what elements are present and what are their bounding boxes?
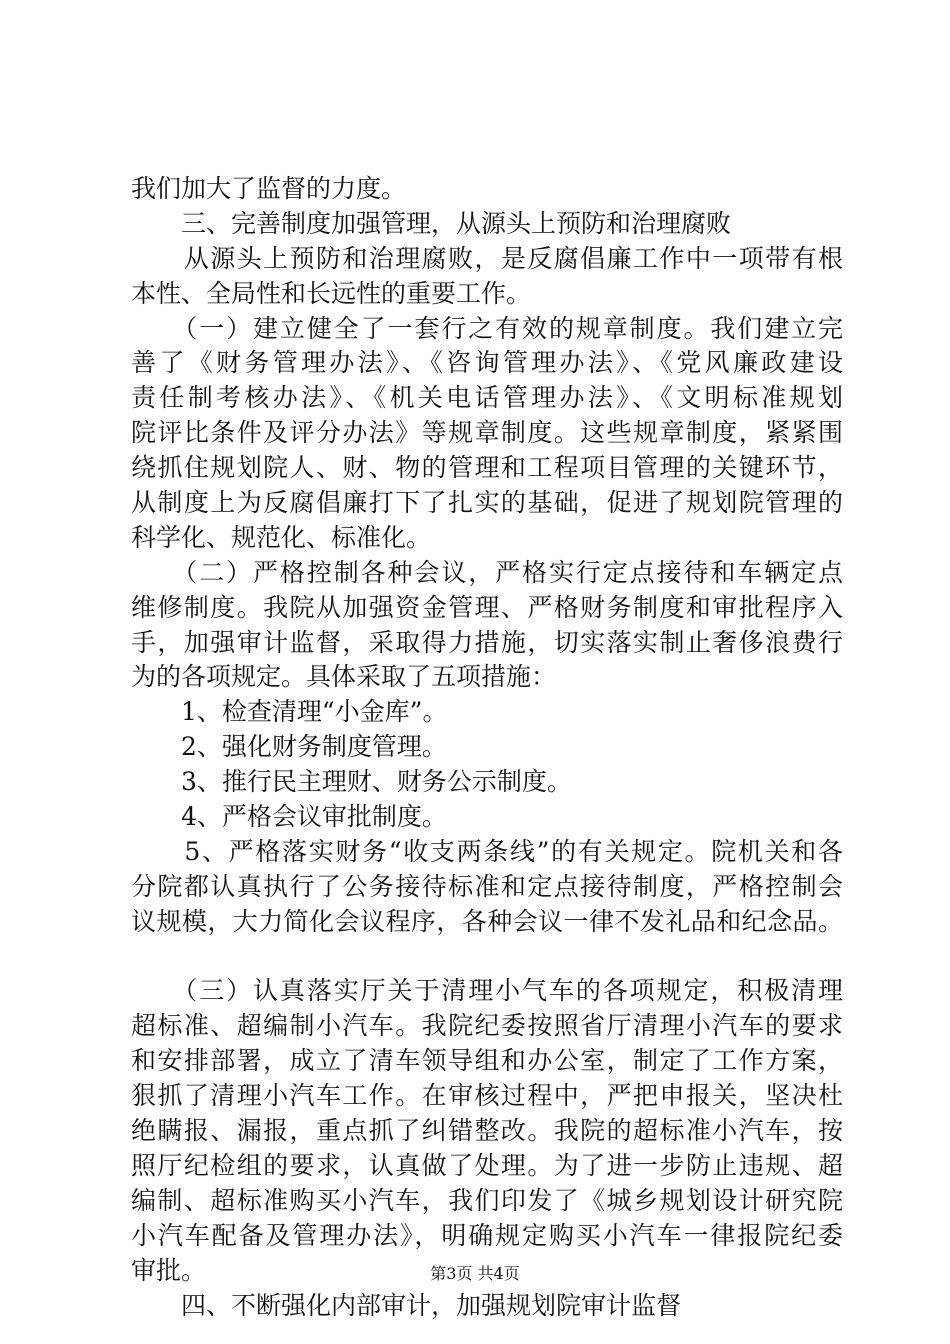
text-line: 院评比条件及评分办法》等规章制度。这些规章制度，紧紧围 (131, 418, 843, 448)
list-item: 1、检查清理“小金库”。 (131, 697, 448, 727)
text-line: 从制度上为反腐倡廉打下了扎实的基础，促进了规划院管理的 (131, 488, 843, 518)
text-line: 狠抓了清理小汽车工作。在审核过程中，严把申报关，坚决杜 (131, 1081, 843, 1111)
text-line: 责任制考核办法》、《机关电话管理办法》、《文明标准规划 (131, 383, 843, 413)
section-heading: 三、完善制度加强管理，从源头上预防和治理腐败 (131, 208, 732, 238)
text-line: 我们加大了监督的力度。 (131, 174, 407, 203)
text-line: 科学化、规范化、标准化。 (131, 522, 432, 552)
text-line: 编制、超标准购买小汽车，我们印发了《城乡规划设计研究院 (131, 1185, 843, 1215)
text-line: 手，加强审计监督，采取得力措施，切实落实制止奢侈浪费行 (131, 627, 843, 657)
text-line: （一）建立健全了一套行之有效的规章制度。我们建立完 (131, 313, 843, 343)
list-item: 5、严格落实财务“收支两条线”的有关规定。院机关和各 (131, 836, 843, 866)
text-line: 超标准、超编制小汽车。我院纪委按照省厅清理小汽车的要求 (131, 1011, 843, 1041)
text-line: 从源头上预防和治理腐败，是反腐倡廉工作中一项带有根 (131, 243, 843, 273)
text-line: 善了《财务管理办法》、《咨询管理办法》、《党风廉政建设 (131, 348, 843, 378)
text-line: 为的各项规定。具体采取了五项措施： (131, 662, 557, 692)
section-heading: 四、不断强化内部审计，加强规划院审计监督 (131, 1290, 682, 1320)
list-item: 4、严格会议审批制度。 (131, 802, 447, 832)
text-line: 小汽车配备及管理办法》，明确规定购买小汽车一律报院纪委 (131, 1220, 843, 1250)
text-line: （三）认真落实厅关于清理小气车的各项规定，积极清理 (131, 976, 843, 1006)
document-body (131, 172, 843, 1323)
list-item: 2、强化财务制度管理。 (131, 732, 447, 762)
text-line: 议规模，大力简化会议程序，各种会议一律不发礼品和纪念品。 (131, 906, 843, 936)
text-line: 和安排部署，成立了清车领导组和办公室，制定了工作方案， (131, 1046, 843, 1076)
text-line: 绕抓住规划院人、财、物的管理和工程项目管理的关键环节， (131, 453, 843, 483)
text-line: 本性、全局性和长远性的重要工作。 (131, 278, 532, 308)
paragraph-gap (131, 940, 843, 975)
text-line: 分院都认真执行了公务接待标准和定点接待制度，严格控制会 (131, 871, 843, 901)
text-line: 绝瞒报、漏报，重点抓了纠错整改。我院的超标准小汽车，按 (131, 1116, 843, 1146)
list-item: 3、推行民主理财、财务公示制度。 (131, 767, 572, 797)
text-line: 审批。 (131, 1255, 207, 1285)
text-line: （二）严格控制各种会议，严格实行定点接待和车辆定点 (131, 557, 843, 587)
text-line: 照厅纪检组的要求，认真做了处理。为了进一步防止违规、超 (131, 1150, 843, 1180)
page-number-footer: 第3页 共4页 (430, 1264, 520, 1283)
text-line: 维修制度。我院从加强资金管理、严格财务制度和审批程序入 (131, 592, 843, 622)
